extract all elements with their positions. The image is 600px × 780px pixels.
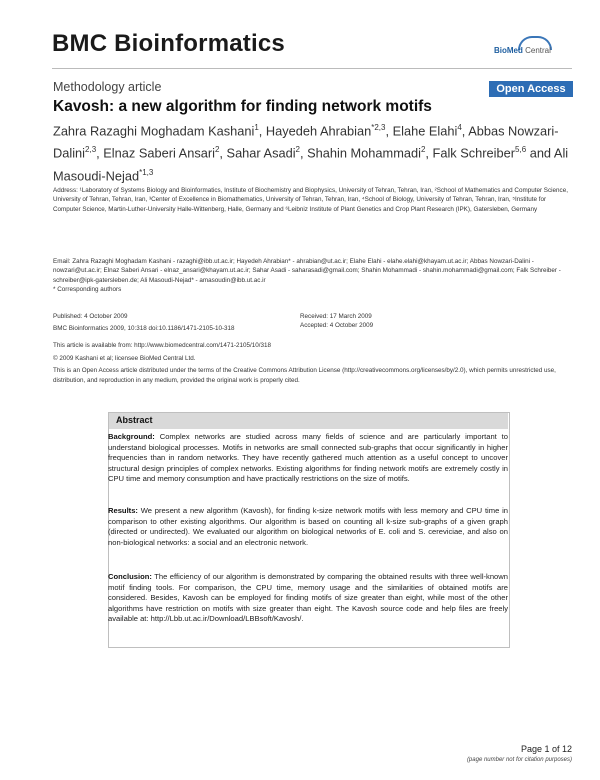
author-name: Abbas Nowzari-Dalini (53, 123, 559, 161)
abstract-header-bar (109, 413, 508, 429)
logo-text (494, 46, 551, 55)
results-label: Results: (108, 506, 138, 515)
author-name: Shahin Mohammadi (307, 145, 421, 161)
citation: BMC Bioinformatics 2009, 10:318 doi:10.1186/1471-2105-10-318 (53, 325, 235, 333)
author-name: Zahra Razaghi Moghadam Kashani (53, 123, 255, 139)
author-affiliation-mark: 2 (420, 145, 426, 155)
author-name: Ali Masoudi-Nejad (53, 145, 569, 183)
email-list: Email: Zahra Razaghi Moghadam Kashani - razaghi@ibb.ut.ac.ir; Hayedeh Ahrabian* - ahrabian@ut.ac.ir; Elahe Elahi - elahe.elahi@khayam.ut.ac.ir; Abbas Nowzari-Dalini - nowzari@ut.ac.ir; Elnaz Saberi Ansari - elnaz_ansari@khayam.ut.ac.ir; Sahar Asadi - saharasadi@gmail.com; Shahin Mohammadi - shahin.mohammadi@gmail.com; Falk Schreiber - schreiber@ipk-gatersleben.de; Ali Masoudi-Nejad* - amasoudin@ibb.ut.ac.ir (53, 258, 561, 284)
biomed-central-logo (494, 36, 572, 58)
open-access-badge: Open Access (489, 81, 573, 97)
paper-title: Kavosh: a new algorithm for finding network motifs (53, 98, 432, 115)
dates-info (300, 312, 500, 331)
author-affiliation-mark: 4 (457, 123, 462, 132)
author-name: Elahe Elahi (392, 123, 458, 139)
author-name: Sahar Asadi (226, 145, 296, 161)
logo-text-bold: BioMed (494, 46, 523, 55)
conclusion-text: The efficiency of our algorithm is demonstrated by comparing the obtained results with three well-known motif finding tools. For comparison, the CPU time, memory usage and the similarities of obtained motifs are considered. Besides, Kavosh can be employed for finding motifs of size greater than eight, while most of the other algorithms have restriction on motifs with size greater than eight. The Kavosh source code and help files are freely available at: http://Lbb.ut.ac.ir/Download/LBBsoft/Kavosh/. (108, 572, 508, 623)
author-affiliation-mark: *1,3 (139, 167, 154, 177)
author-affiliation-mark: *2,3 (371, 123, 386, 132)
abstract-results (108, 506, 508, 548)
published-date: Published: 4 October 2009 (53, 313, 128, 320)
author-affiliation-mark: 1 (254, 123, 259, 132)
article-url[interactable]: This article is available from: http://www.biomedcentral.com/1471-2105/10/318 (53, 342, 272, 349)
author-affiliation-mark: 2 (214, 145, 220, 155)
publication-info (53, 312, 293, 334)
conclusion-label: Conclusion: (108, 572, 152, 581)
received-date: Received: 17 March 2009 (300, 313, 372, 320)
journal-title: BMC Bioinformatics (52, 30, 285, 57)
affiliations: Address: ¹Laboratory of Systems Biology and Bioinformatics, Institute of Biochemistry and Biophysics, University of Tehran, Tehran, Iran, ²School of Mathematics and Computer Science, University of Tehran, Tehran, Iran, ³Center of Excellence in Biomathematics, University of Tehran, Tehran, Iran, ⁴School of Biology, University of Tehran, Tehran, Iran, ⁵Institute for Computer Science, Martin-Luther-University Halle-Wittenberg, Halle, Germany and ⁶Leibniz Institute of Plant Genetics and Crop Plant Research (IPK), Gatersleben, Germany (53, 187, 568, 213)
abstract-conclusion (108, 572, 508, 625)
background-text: Complex networks are studied across many fields of science and are particularly important to understand biological processes. Motifs in networks are small connected sub-graphs that occur significantly in higher frequencies than in random networks. They have recently gathered much attention as a useful concept to uncover structural design principles of complex networks. Existing algorithms for finding network motifs are extremely costly in CPU time and memory consumption and have practically restrictions on the size of motifs. (108, 432, 508, 483)
author-affiliation-mark: 5,6 (515, 145, 527, 155)
page-note: (page number not for citation purposes) (466, 757, 572, 763)
author-affiliation-mark: 2,3 (85, 145, 97, 155)
author-name: Elnaz Saberi Ansari (103, 145, 215, 161)
abstract-heading: Abstract (116, 415, 153, 425)
accepted-date: Accepted: 4 October 2009 (300, 322, 374, 330)
background-label: Background: (108, 432, 155, 441)
abstract-background (108, 432, 508, 485)
author-affiliation-mark: 2 (295, 145, 300, 155)
author-emails (53, 257, 573, 295)
author-name: Falk Schreiber (432, 145, 516, 161)
author-name: Hayedeh Ahrabian (265, 123, 372, 139)
corresponding-note: * Corresponding authors (53, 286, 122, 294)
header-rule (52, 68, 572, 69)
page-number: Page 1 of 12 (520, 744, 572, 754)
copyright-block (53, 354, 573, 385)
results-text: We present a new algorithm (Kavosh), for finding k-size network motifs with less memory and CPU time in comparison to other existing algorithms. Our algorithm is based on counting all k-size sub-graphs of a given graph (directed or undirected). We evaluated our algorithm on biological networks of E. coli and S. cereviciae, and also on non-biological networks: a social and an electronic network. (108, 506, 508, 547)
license: This is an Open Access article distributed under the terms of the Creative Commons Attribution License (http://creativecommons.org/licenses/by/2.0), which permits unrestricted use, distribution, and reproduction in any medium, provided the original work is properly cited. (53, 367, 556, 384)
logo-text-rest: Central (522, 46, 551, 55)
article-type: Methodology article (53, 80, 162, 94)
author-list: Zahra Razaghi Moghadam Kashani$^1$, Hayedeh Ahrabian$^{*2,3}$, Elahe Elahi$^4$, Abbas Nowzari-Dalini$^{2,3}$, Elnaz Saberi Ansari$^2$, Sahar Asadi$^2$, Shahin Mohammadi$^2$, Falk Schreiber$^{5,6}$ and Ali Masoudi-Nejad$^{*1,3}$ (53, 123, 569, 183)
copyright: © 2009 Kashani et al; licensee BioMed Central Ltd. (53, 355, 196, 362)
